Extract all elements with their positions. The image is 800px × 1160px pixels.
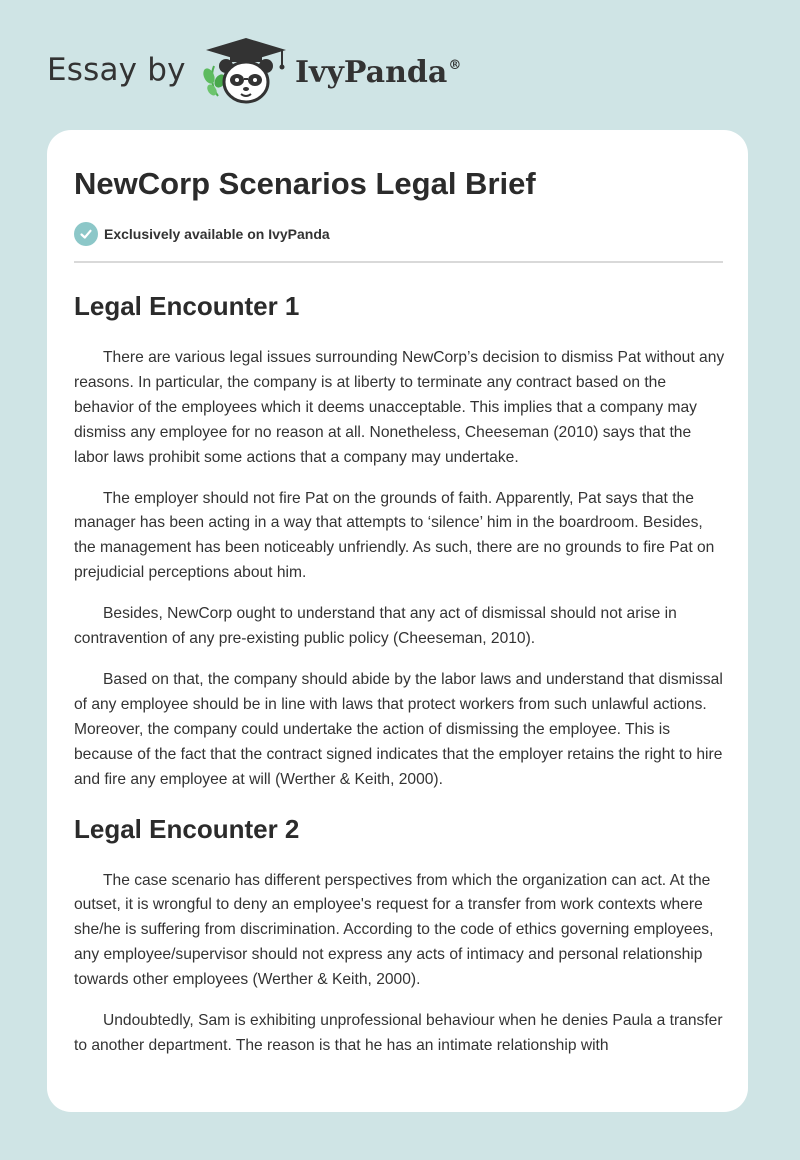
brand-label: IvyPanda	[295, 55, 448, 90]
paragraph: The case scenario has different perspectives from which the organization can act. At the outset, it is wrongful to deny an employee's request for a transfer from work contexts where she/he is suffering from discrimination. According to the code of ethics governing employees, any employee/supervisor should not express any acts of intimacy and personal relationship towards other employees (Werther & Keith, 2000).	[74, 871, 714, 989]
registered-mark: ®	[448, 58, 462, 73]
badge-label: Exclusively available on IvyPanda	[104, 226, 330, 242]
exclusive-badge	[74, 222, 330, 246]
panda-logo-icon[interactable]	[200, 36, 292, 110]
paragraph: Based on that, the company should abide by the labor laws and understand that dismissal of any employee should be in line with laws that protect workers from such unlawful actions. Moreover, the company could undertake the action of dismissing the employee. This is because of the fact that the contract signed indicates that the employer retains the right to hire and fire any employee at will (Werther & Keith, 2000).	[74, 670, 723, 788]
section-heading: Legal Encounter 1	[74, 291, 300, 321]
site-header	[0, 0, 800, 120]
essay-card	[47, 130, 748, 1112]
check-circle-icon	[74, 222, 98, 246]
paragraph: Undoubtedly, Sam is exhibiting unprofessional behaviour when he denies Paula a transfer to another department. The reason is that he has an intimate relationship with	[74, 1012, 723, 1054]
divider	[74, 261, 723, 263]
paragraph: The employer should not fire Pat on the grounds of faith. Apparently, Pat says that the manager has been acting in a way that attempts to ‘silence’ him in the boardroom. Besides, the management has been noticeably unfriendly. As such, there are no grounds to fire Pat on prejudicial perceptions about him.	[74, 489, 715, 582]
essay-by-label: Essay by	[47, 52, 186, 88]
paragraph: Besides, NewCorp ought to understand that any act of dismissal should not arise in contravention of any pre-existing public policy (Cheeseman, 2010).	[74, 605, 677, 648]
paragraph: There are various legal issues surrounding NewCorp’s decision to dismiss Pat without any reasons. In particular, the company is at liberty to terminate any contract based on the behavior of the employees which it deems unacceptable. This implies that a company may dismiss any employee for no reason at all. Nonetheless, Cheeseman (2010) says that the labor laws prohibit some actions that a company may undertake.	[74, 349, 725, 466]
section-heading: Legal Encounter 2	[74, 813, 300, 844]
essay-body	[74, 280, 726, 1059]
page-title: NewCorp Scenarios Legal Brief	[74, 166, 536, 201]
brand-name[interactable]	[295, 55, 461, 90]
